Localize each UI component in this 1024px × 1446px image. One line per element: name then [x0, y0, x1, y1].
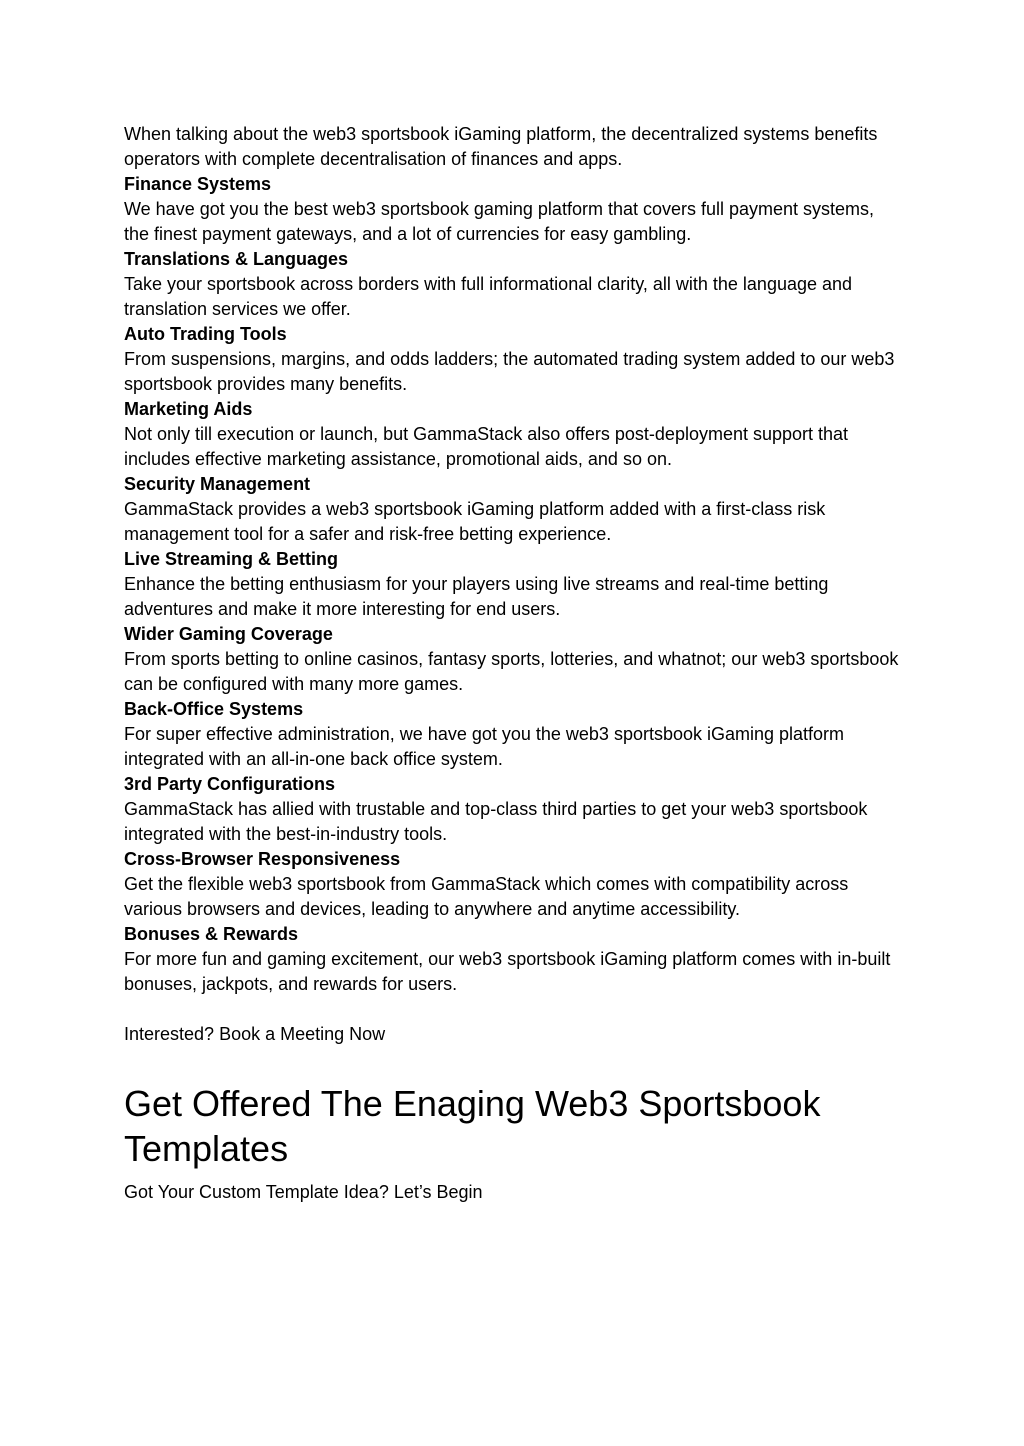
- feature-title: Bonuses & Rewards: [124, 924, 299, 944]
- feature-title: Back-Office Systems: [124, 699, 304, 719]
- intro-paragraph: When talking about the web3 sportsbook iGaming platform, the decentralized systems benefits operators with complete decentralisation of finances and apps.: [124, 124, 878, 169]
- feature-title: 3rd Party Configurations: [124, 774, 336, 794]
- feature-item: [124, 472, 904, 547]
- feature-item: [124, 622, 904, 697]
- feature-item: [124, 397, 904, 472]
- feature-title: Cross-Browser Responsiveness: [124, 849, 401, 869]
- feature-description: Get the flexible web3 sportsbook from GammaStack which comes with compatibility across various browsers and devices, leading to anywhere and anytime accessibility.: [124, 874, 849, 919]
- feature-description: GammaStack has allied with trustable and top-class third parties to get your web3 sportsbook integrated with the best-in-industry tools.: [124, 799, 868, 844]
- feature-item: [124, 322, 904, 397]
- section-heading: Get Offered The Enaging Web3 Sportsbook Templates: [124, 1083, 821, 1169]
- feature-description: From sports betting to online casinos, fantasy sports, lotteries, and whatnot; our web3 sportsbook can be configured with many more games.: [124, 649, 899, 694]
- feature-description: Take your sportsbook across borders with full informational clarity, all with the language and translation services we offer.: [124, 274, 853, 319]
- feature-title: Security Management: [124, 474, 311, 494]
- feature-item: [124, 547, 904, 622]
- feature-description: For more fun and gaming excitement, our web3 sportsbook iGaming platform comes with in-built bonuses, jackpots, and rewards for users.: [124, 949, 891, 994]
- feature-item: [124, 247, 904, 322]
- section-subline: Got Your Custom Template Idea? Let’s Begin: [124, 1182, 483, 1202]
- feature-description: GammaStack provides a web3 sportsbook iGaming platform added with a first-class risk management tool for a safer and risk-free betting experience.: [124, 499, 826, 544]
- feature-item: [124, 172, 904, 247]
- feature-title: Wider Gaming Coverage: [124, 624, 333, 644]
- feature-title: Marketing Aids: [124, 399, 253, 419]
- feature-item: [124, 922, 904, 997]
- document-page: [124, 122, 904, 1205]
- feature-item: [124, 847, 904, 922]
- feature-list: [124, 172, 904, 997]
- feature-title: Translations & Languages: [124, 249, 349, 269]
- feature-item: [124, 697, 904, 772]
- feature-title: Live Streaming & Betting: [124, 549, 339, 569]
- feature-description: Not only till execution or launch, but GammaStack also offers post-deployment support that includes effective marketing assistance, promotional aids, and so on.: [124, 424, 849, 469]
- feature-description: We have got you the best web3 sportsbook gaming platform that covers full payment systems, the finest payment gateways, and a lot of currencies for easy gambling.: [124, 199, 875, 244]
- feature-description: Enhance the betting enthusiasm for your players using live streams and real-time betting adventures and make it more interesting for end users.: [124, 574, 829, 619]
- feature-description: For super effective administration, we have got you the web3 sportsbook iGaming platform integrated with an all-in-one back office system.: [124, 724, 845, 769]
- feature-title: Finance Systems: [124, 174, 272, 194]
- feature-description: From suspensions, margins, and odds ladders; the automated trading system added to our web3 sportsbook provides many benefits.: [124, 349, 895, 394]
- feature-title: Auto Trading Tools: [124, 324, 287, 344]
- book-meeting-link[interactable]: Interested? Book a Meeting Now: [124, 1024, 386, 1044]
- feature-item: [124, 772, 904, 847]
